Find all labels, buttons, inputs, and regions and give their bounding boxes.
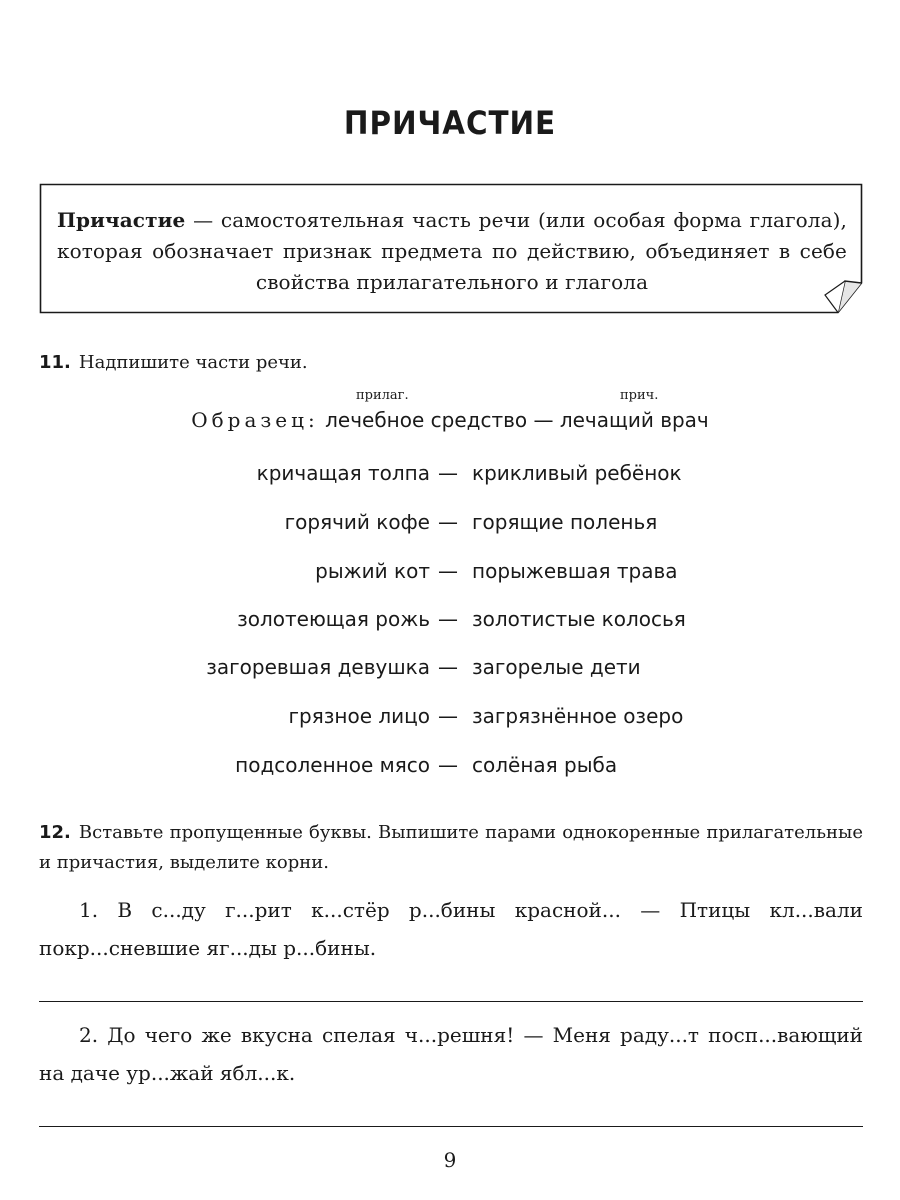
sample-row [0, 405, 900, 435]
pair-left: золотеющая рожь [237, 607, 430, 631]
pair-dash: — [438, 655, 458, 679]
sample-label: Образец: [191, 408, 319, 432]
page-title: ПРИЧАСТИЕ [343, 104, 557, 142]
definition-text [57, 205, 847, 298]
pair-right: загорелые дети [472, 655, 641, 679]
pair-left: загоревшая девушка [206, 655, 430, 679]
pair-left: рыжий кот [315, 559, 430, 583]
task-11-header [39, 348, 308, 378]
task-11-number: 11. [39, 352, 71, 373]
pair-dash: — [438, 607, 458, 631]
word-pair [0, 604, 900, 634]
exercise-sentence-1: 1. В с...ду г...рит к...стёр р...бины красной... — Птицы кл...вали покр...сневшие яг...ды р...бины. [39, 898, 863, 960]
word-pair [0, 750, 900, 780]
answer-line[interactable] [39, 1001, 863, 1002]
pair-dash: — [438, 461, 458, 485]
pair-dash: — [438, 510, 458, 534]
pair-left: горячий кофе [284, 510, 430, 534]
sample-text: лечебное средство — лечащий врач [325, 408, 709, 432]
pair-dash: — [438, 753, 458, 777]
pair-right: горящие поленья [472, 510, 658, 534]
definition-term: Причастие [57, 208, 186, 232]
definition-box [39, 183, 863, 314]
pair-right: порыжевшая трава [472, 559, 678, 583]
definition-body: — самостоятельная часть речи (или особая форма глагола), которая обозначает признак предмета по действию, объединяет в себе свойства прилагательного и глагола [57, 208, 847, 294]
word-pair [0, 556, 900, 586]
task-11-instruction: Надпишите части речи. [78, 352, 308, 373]
answer-line[interactable] [39, 1126, 863, 1127]
pair-dash: — [438, 704, 458, 728]
pair-left: грязное лицо [288, 704, 430, 728]
pair-right: солёная рыба [472, 753, 618, 777]
pair-dash: — [438, 559, 458, 583]
word-pair [0, 652, 900, 682]
sample-annotation-adjective: прилаг. [356, 388, 409, 403]
word-pair [0, 458, 900, 488]
pair-right: загрязнённое озеро [472, 704, 684, 728]
task-12-number: 12. [39, 822, 71, 843]
pair-right: золотистые колосья [472, 607, 686, 631]
task-12-instruction: Вставьте пропущенные буквы. Выпишите парами однокоренные прилагательные и причастия, выделите корни. [39, 822, 863, 873]
sample-annotation-participle: прич. [620, 388, 659, 403]
page-number: 9 [443, 1148, 457, 1172]
word-pair [0, 507, 900, 537]
task-12-header [39, 818, 863, 878]
word-pair [0, 701, 900, 731]
pair-left: кричащая толпа [256, 461, 430, 485]
pair-right: крикливый ребёнок [472, 461, 682, 485]
exercise-sentence-2: 2. До чего же вкусна спелая ч...решня! — Меня раду...т посп...вающий на даче ур...жай ябл...к. [39, 1023, 863, 1085]
pair-left: подсоленное мясо [235, 753, 430, 777]
